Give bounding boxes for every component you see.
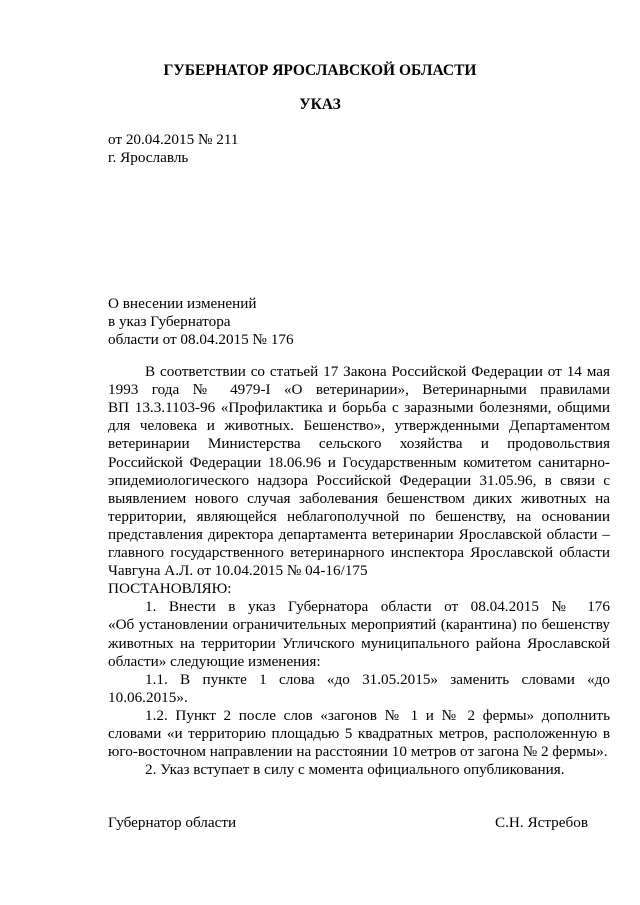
body-line: Чавгуна А.Л. от 10.04.2015 № 04-16/175 (108, 562, 368, 579)
document-type-heading: УКАЗ (299, 96, 341, 113)
body-line: 1. Внести в указ Губернатора области от 08.04.2015 № 176 (145, 598, 610, 615)
body-line: области» следующие изменения: (108, 653, 321, 670)
authority-heading: ГУБЕРНАТОР ЯРОСЛАВСКОЙ ОБЛАСТИ (163, 62, 477, 79)
body-line: главного государственного ветеринарного инспектора Ярославской области (108, 544, 610, 561)
body-line: юго-восточном направлении на расстоянии 10 метров от загона № 2 фермы». (108, 743, 608, 760)
date-number: от 20.04.2015 № 211 (108, 131, 239, 148)
body-line: ВП 13.3.1103-96 «Профилактика и борьба с заразными болезнями, общими (108, 399, 610, 416)
body-line: животных на территории Угличского муниципального района Ярославской (108, 635, 610, 652)
body-line: территории, являющейся неблагополучной по бешенству, на основании (108, 508, 610, 525)
signature-name: С.Н. Ястребов (494, 814, 588, 831)
body-line: эпидемиологического надзора Российской Федерации 31.05.96, в связи с (108, 472, 610, 489)
body-line: 1.1. В пункте 1 слова «до 31.05.2015» заменить словами «до (145, 671, 610, 688)
body-line: Российской Федерации 18.06.96 и Государственным комитетом санитарно- (108, 454, 610, 471)
body-line: ПОСТАНОВЛЯЮ: (108, 580, 232, 597)
body-line: 1993 года № 4979-I «О ветеринарии», Ветеринарными правилами (108, 381, 610, 398)
body-line: представления директора департамента ветеринарии Ярославской области – (108, 526, 610, 543)
body-line: 10.06.2015». (108, 689, 188, 706)
subject-line: О внесении изменений (108, 295, 257, 312)
signature-position: Губернатор области (108, 814, 237, 831)
subject-line: в указ Губернатора (108, 313, 231, 330)
body-line: словами «и территорию площадью 5 квадратных метров, расположенную в (108, 725, 610, 742)
city: г. Ярославль (108, 149, 189, 166)
body-line: ветеринарии Министерства сельского хозяйства и продовольствия (108, 435, 610, 452)
body-line: для человека и животных. Бешенство», утвержденными Департаментом (108, 417, 610, 434)
body-line: В соответствии со статьей 17 Закона Российской Федерации от 14 мая (145, 363, 610, 380)
subject-line: области от 08.04.2015 № 176 (108, 331, 294, 348)
body-line: выявлением нового случая заболевания бешенством диких животных на (108, 490, 610, 507)
body-line: 2. Указ вступает в силу с момента официального опубликования. (145, 761, 565, 778)
body-line: «Об установлении ограничительных мероприятий (карантина) по бешенству (108, 616, 610, 633)
body-line: 1.2. Пункт 2 после слов «загонов № 1 и № 2 фермы» дополнить (145, 707, 610, 724)
